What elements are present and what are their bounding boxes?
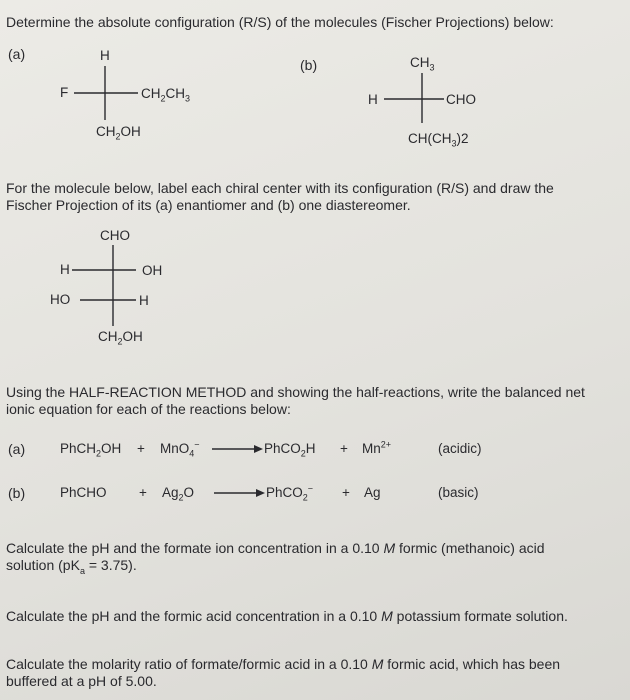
reaction-b-label: (b): [8, 485, 26, 501]
fischer-a-right: $CH_2CH_3$: [141, 86, 191, 104]
q3-line2: ionic equation for each of the reactions below:: [6, 401, 291, 417]
q6-line2: buffered at a pH of 5.00.: [6, 673, 157, 689]
reaction-b-product2: Ag: [364, 485, 381, 500]
fischer-a-left: F: [60, 85, 69, 100]
fischer-b-top: $CH_3$: [410, 55, 435, 73]
fischer-q2-r1-right: OH: [142, 263, 163, 278]
fischer-a-bottom: $CH_2OH$: [96, 124, 141, 142]
fischer-b-left: H: [368, 92, 378, 107]
q3-line1: Using the HALF-REACTION METHOD and showing the half-reactions, write the balanced net: [6, 384, 585, 400]
fischer-b-bottom: $CH(CH_3)2$: [408, 131, 469, 149]
q6-line1: Calculate the molarity ratio of formate/formic acid in a 0.10 M formic acid, which has been: [6, 656, 561, 672]
reaction-a-plus2: +: [340, 441, 348, 456]
fischer-a-top: H: [100, 48, 110, 63]
fischer-b-right: CHO: [446, 92, 476, 107]
fischer-q2-r2-left: HO: [50, 292, 71, 307]
reaction-a-product1: PhCO$_2$H: [264, 441, 316, 459]
q1b-label: (b): [300, 57, 318, 73]
q1-prompt: Determine the absolute configuration (R/S) of the molecules (Fischer Projections) below:: [6, 14, 554, 30]
q2-line2: Fischer Projection of its (a) enantiomer and (b) one diastereomer.: [6, 197, 411, 213]
fischer-projection-q2: [50, 228, 200, 348]
reaction-b-product1: PhCO$_2$−: [266, 483, 314, 503]
fischer-q2-r1-left: H: [60, 262, 70, 277]
reaction-a-label: (a): [8, 441, 26, 457]
q4-line1: Calculate the pH and the formate ion concentration in a 0.10 M formic (methanoic) acid: [6, 540, 545, 556]
reaction-b-reactant2: $Ag_2O$: [162, 485, 195, 503]
q2-line1: For the molecule below, label each chiral center with its configuration (R/S) and draw the: [6, 180, 554, 196]
reaction-a-condition: (acidic): [438, 441, 482, 456]
reaction-a-plus1: +: [137, 441, 145, 456]
reaction-b-arrow: [214, 487, 266, 499]
q5-text: Calculate the pH and the formic acid concentration in a 0.10 M potassium formate solution.: [6, 608, 568, 624]
reaction-b-condition: (basic): [438, 485, 479, 500]
reaction-b-plus1: +: [139, 485, 147, 500]
reaction-a-reactant1: PhCH$_2$OH: [60, 441, 122, 459]
fischer-q2-top: CHO: [100, 228, 130, 243]
fischer-projection-a: [60, 48, 240, 148]
reaction-b-reactant1: PhCHO: [60, 485, 107, 500]
q1a-label: (a): [8, 46, 26, 62]
q4-line2: solution $(pK_a = 3.75)$.: [6, 557, 137, 576]
reaction-a-reactant2: MnO$_4$−: [160, 439, 200, 459]
reaction-a-product2: $Mn^{2+}$: [362, 439, 392, 456]
reaction-b-plus2: +: [342, 485, 350, 500]
fischer-projection-b: [362, 53, 512, 153]
fischer-q2-bottom: $CH_2OH$: [98, 329, 143, 347]
reaction-a-arrow: [212, 443, 264, 455]
fischer-q2-r2-right: H: [139, 293, 149, 308]
